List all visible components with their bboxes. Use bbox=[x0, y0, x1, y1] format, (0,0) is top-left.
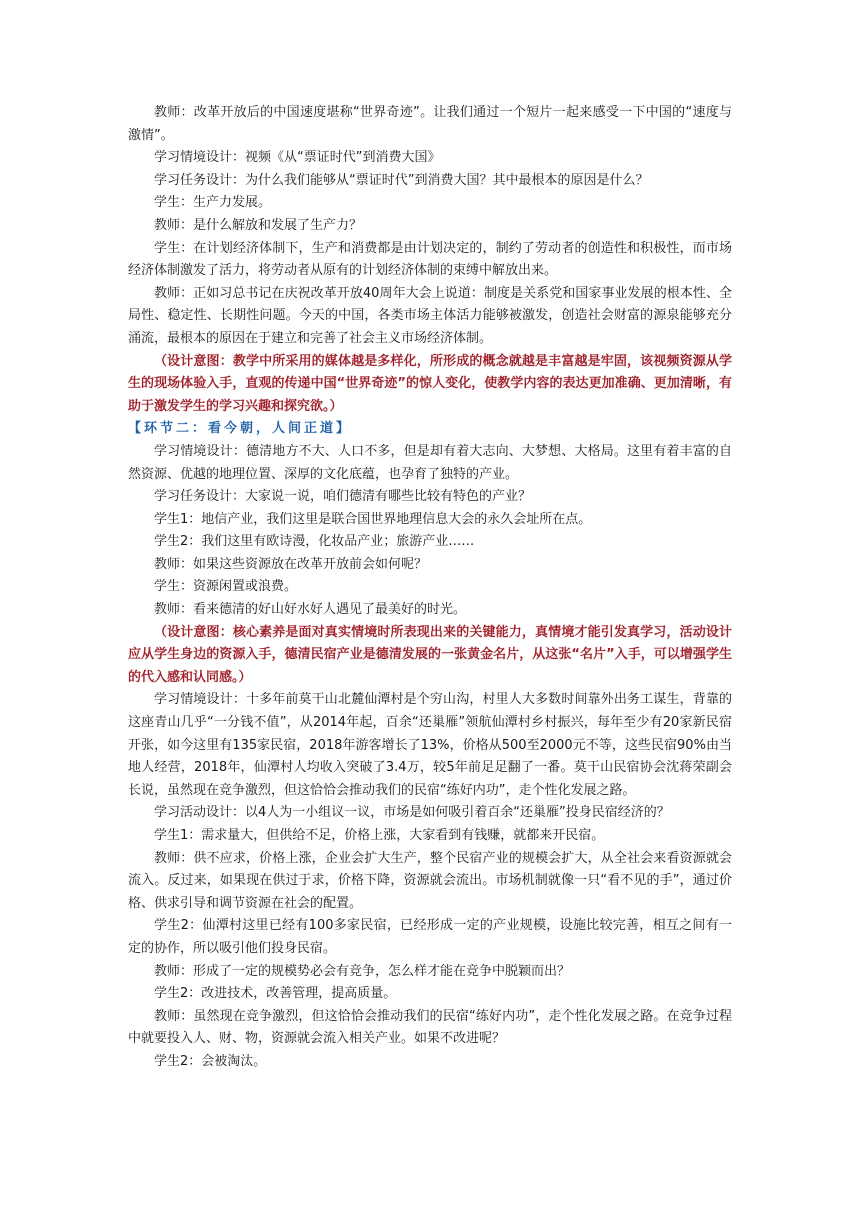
design-intent-note: （设计意图：核心素养是面对真实情境时所表现出来的关键能力，真情境才能引发真学习，活动设计应从学生身边的资源入手，德清民宿产业是德清发展的一张黄金名片，从这张“名片”入手，可以增强学生的代入感和认同感。） bbox=[128, 624, 732, 685]
body-paragraph: 学习情境设计：视频《从“票证时代”到消费大国》 bbox=[154, 150, 441, 166]
section-heading: 【环节二：看今朝，人间正道】 bbox=[128, 421, 353, 437]
body-paragraph: 教师：看来德清的好山好水好人遇见了最美好的时光。 bbox=[154, 602, 467, 618]
body-paragraph: 学生2：会被淘汰。 bbox=[154, 1053, 267, 1069]
body-paragraph: 学生2：改进技术，改善管理，提高质量。 bbox=[154, 986, 397, 1002]
body-paragraph: 学生：资源闲置或浪费。 bbox=[154, 579, 298, 595]
body-paragraph: 教师：如果这些资源放在改革开放前会如何呢？ bbox=[154, 556, 428, 572]
body-paragraph: 学生2：我们这里有欧诗漫，化妆品产业；旅游产业…… bbox=[154, 534, 475, 550]
body-paragraph: 学生1：需求量大，但供给不足，价格上涨，大家看到有钱赚，就都来开民宿。 bbox=[154, 828, 605, 843]
body-paragraph: 教师：改革开放后的中国速度堪称“世界奇迹”。让我们通过一个短片一起来感受一下中国的“速度与激情”。 bbox=[128, 105, 732, 143]
body-paragraph: 学习活动设计：以4人为一小组议一议，市场是如何吸引着百余“还巢雁”投身民宿经济的？ bbox=[154, 805, 670, 821]
body-paragraph: 学生1：地信产业，我们这里是联合国世界地理信息大会的永久会址所在点。 bbox=[154, 511, 592, 527]
body-paragraph: 学习任务设计：为什么我们能够从“票证时代”到消费大国？其中最根本的原因是什么？ bbox=[154, 172, 649, 188]
body-paragraph: 教师：虽然现在竞争激烈，但这恰恰会推动我们的民宿“练好内功”，走个性化发展之路。在竞争过程中就要投入人、财、物，资源就会流入相关产业。如果不改进呢？ bbox=[128, 1008, 732, 1047]
document-body bbox=[128, 102, 732, 1074]
body-paragraph: 教师：形成了一定的规模势必会有竞争，怎么样才能在竞争中脱颖而出？ bbox=[154, 963, 571, 979]
body-paragraph: 学习任务设计：大家说一说，咱们德清有哪些比较有特色的产业？ bbox=[154, 489, 532, 505]
body-paragraph: 教师：供不应求，价格上涨，企业会扩大生产，整个民宿产业的规模会扩大，从全社会来看资源就会流入。反过来，如果现在供过于求，价格下降，资源就会流出。市场机制就像一只“看不见的手”，通过价格、供求引导和调节资源在社会的配置。 bbox=[128, 850, 732, 911]
body-paragraph: 学生2：仙潭村这里已经有100多家民宿，已经形成一定的产业规模，设施比较完善，相互之间有一定的协作，所以吸引他们投身民宿。 bbox=[128, 918, 732, 956]
design-intent-note: （设计意图：教学中所采用的媒体越是多样化，所形成的概念就越是丰富越是牢固，该视频资源从学生的现场体验入手，直观的传递中国“世界奇迹”的惊人变化，使教学内容的表达更加准确、更加清晰，有助于激发学生的学习兴趣和探究欲。） bbox=[128, 353, 732, 414]
body-paragraph: 学习情境设计：德清地方不大、人口不多，但是却有着大志向、大梦想、大格局。这里有着丰富的自然资源、优越的地理位置、深厚的文化底蕴，也孕育了独特的产业。 bbox=[128, 443, 732, 482]
body-paragraph: 学生：生产力发展。 bbox=[154, 195, 272, 211]
body-paragraph: 学生：在计划经济体制下，生产和消费都是由计划决定的，制约了劳动者的创造性和积极性，而市场经济体制激发了活力，将劳动者从原有的计划经济体制的束缚中解放出来。 bbox=[128, 240, 732, 279]
body-paragraph: 教师：正如习总书记在庆祝改革开放40周年大会上说道：制度是关系党和国家事业发展的根本性、全局性、稳定性、长期性问题。今天的中国，各类市场主体活力能够被激发，创造社会财富的源泉能够充分涌流，最根本的原因在于建立和完善了社会主义市场经济体制。 bbox=[128, 285, 732, 346]
body-paragraph: 学习情境设计：十多年前莫干山北麓仙潭村是个穷山沟，村里人大多数时间靠外出务工谋生，背靠的这座青山几乎“一分钱不值”，从2014年起，百余“还巢雁”领航仙潭村乡村振兴，每年至少有20家新民宿开张，如今这里有135家民宿，2018年游客增长了13%，价格从500至2000元不等，这些民宿90%由当地人经营，2018年，仙潭村人均收入突破了3.4万，较5年前足足翻了一番。莫干山民宿协会沈蒋荣副会长说，虽然现在竞争激烈，但这恰恰会推动我们的民宿“练好内功”，走个性化发展之路。 bbox=[128, 692, 732, 798]
body-paragraph: 教师：是什么解放和发展了生产力？ bbox=[154, 217, 363, 233]
